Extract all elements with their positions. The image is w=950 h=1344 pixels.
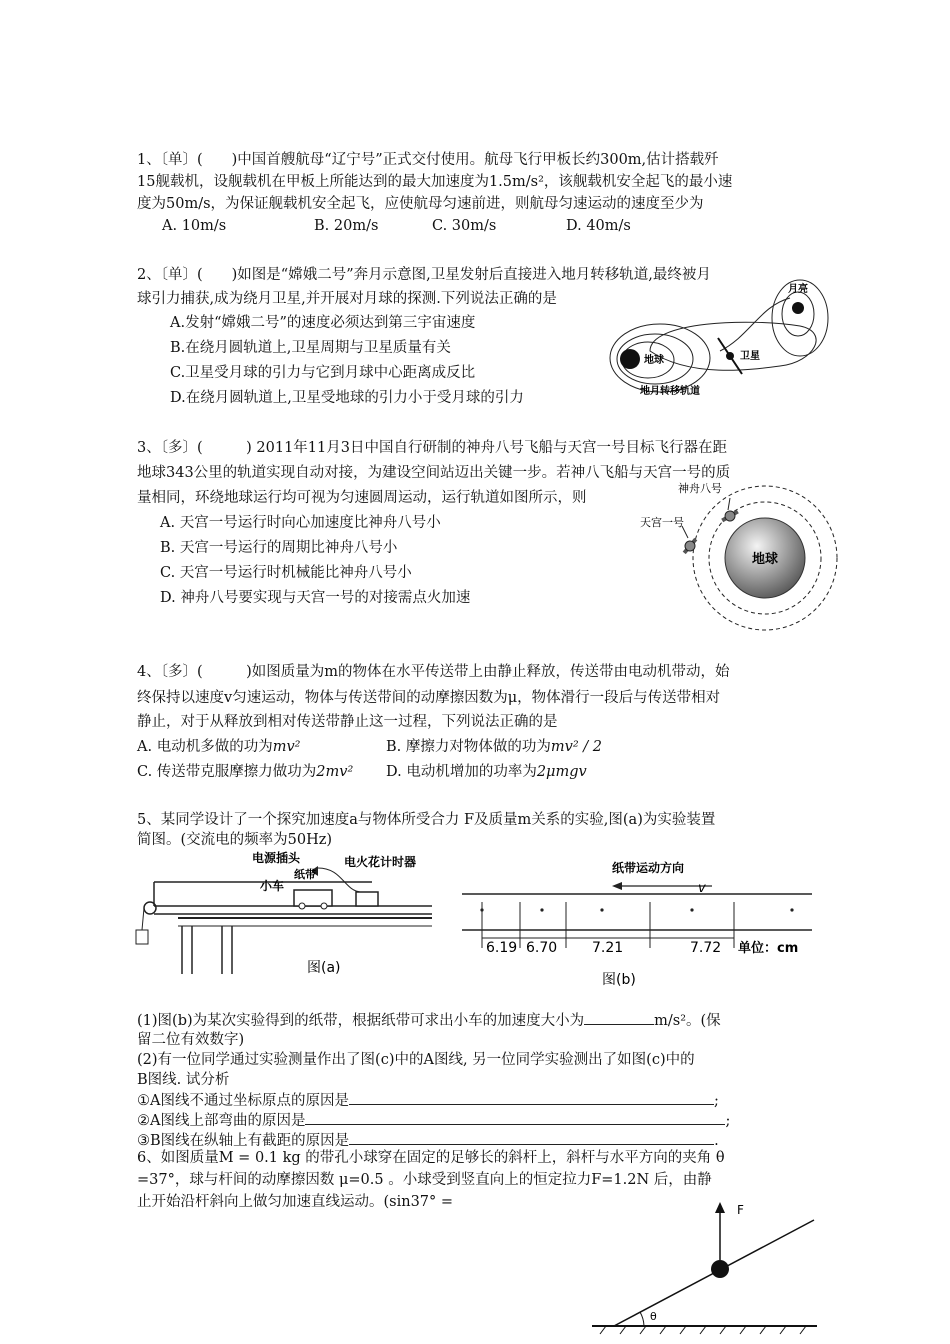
q3-line3: 量相同，环绕地球运行均可视为匀速圆周运动，运行轨道如图所示，则 bbox=[137, 490, 587, 506]
q5-line2: 简图。(交流电的频率为50Hz) bbox=[137, 832, 333, 848]
q1-option-c: C. 30m/s bbox=[432, 218, 497, 234]
figure-b-caption: 图(b) bbox=[602, 972, 636, 988]
answer-blank-acceleration[interactable] bbox=[584, 1010, 654, 1025]
q5-part1: (1)图(b)为某次实验得到的纸带，根据纸带可求出小车的加速度大小为 m/s²。(保 bbox=[137, 1010, 721, 1031]
paper-tape-figure-b bbox=[462, 852, 812, 992]
q4-option-c: C. 传送带克服摩擦力做功为2mv² bbox=[137, 764, 354, 780]
velocity-label: v bbox=[698, 881, 706, 896]
q1-option-d: D. 40m/s bbox=[566, 218, 631, 234]
q4-line3: 静止，对于从释放到相对传送带静止这一过程，下列说法正确的是 bbox=[137, 714, 558, 730]
tape-label: 纸带 bbox=[294, 868, 316, 881]
timer-label: 电火花计时器 bbox=[344, 855, 417, 869]
q3-line2: 地球343公里的轨道实现自动对接，为建设空间站迈出关键一步。若神八飞船与天宫一号的质 bbox=[137, 465, 731, 481]
figure-a-caption: 图(a) bbox=[307, 960, 341, 976]
q5-part1-cont: 留二位有效数字) bbox=[137, 1032, 245, 1048]
segment-3: 7.21 bbox=[592, 940, 624, 956]
answer-blank-3[interactable] bbox=[349, 1130, 714, 1145]
q6-line2: =37°，球与杆间的动摩擦因数 μ=0.5 。小球受到竖直向上的恒定拉力F=1.2N 后，由静 bbox=[137, 1172, 712, 1188]
segment-1: 6.19 bbox=[486, 940, 518, 956]
q1-option-b: B. 20m/s bbox=[314, 218, 379, 234]
q5-line1: 5、某同学设计了一个探究加速度a与物体所受合力 F及质量m关系的实验,图(a)为实验装置 bbox=[137, 812, 716, 828]
q6-line3: 止开始沿杆斜向上做匀加速直线运动。(sin37° = bbox=[137, 1194, 454, 1210]
shenzhou-label: 神舟八号 bbox=[678, 482, 722, 495]
tiangong-label: 天宫一号 bbox=[640, 516, 684, 529]
angle-label: θ bbox=[650, 1310, 657, 1323]
q3-option-d: D. 神舟八号要实现与天宫一号的对接需点火加速 bbox=[160, 590, 471, 606]
answer-blank-2[interactable] bbox=[305, 1110, 725, 1125]
q2-line1: 2、〔单〕( )如图是“嫦娥二号”奔月示意图,卫星发射后直接进入地月转移轨道,最终被月 bbox=[137, 267, 711, 283]
q3-option-b: B. 天宫一号运行的周期比神舟八号小 bbox=[160, 540, 398, 556]
q6-line1: 6、如图质量M = 0.1 kg 的带孔小球穿在固定的足够长的斜杆上，斜杆与水平方向的夹角 θ bbox=[137, 1150, 725, 1166]
answer-blank-1[interactable] bbox=[349, 1090, 714, 1105]
q4-line1: 4、〔多〕( )如图质量为m的物体在水平传送带上由静止释放，传送带由电动机带动，始 bbox=[137, 664, 730, 680]
earth-label-3: 地球 bbox=[752, 552, 779, 567]
q5-part2-line1: (2)有一位同学通过实验测量作出了图(c)中的A图线, 另一位同学实验测出了如图(c)中的 bbox=[137, 1052, 695, 1068]
q2-option-d: D.在绕月圆轨道上,卫星受地球的引力小于受月球的引力 bbox=[170, 390, 524, 406]
q4-line2: 终保持以速度v匀速运动，物体与传送带间的动摩擦因数为μ，物体滑行一段后与传送带相对 bbox=[137, 690, 721, 706]
unit-label: 单位：cm bbox=[738, 941, 799, 956]
q2-line2: 球引力捕获,成为绕月卫星,并开展对月球的探测.下列说法正确的是 bbox=[137, 291, 557, 307]
plug-label: 电源插头 bbox=[252, 851, 301, 865]
q1-line1: 1、〔单〕( )中国首艘航母“辽宁号”正式交付使用。航母飞行甲板长约300m,估计搭载歼 bbox=[137, 152, 719, 168]
segment-2: 6.70 bbox=[526, 940, 558, 956]
q5-item3: ③B图线在纵轴上有截距的原因是 . bbox=[137, 1130, 719, 1151]
cart-label: 小车 bbox=[260, 879, 285, 893]
q2-option-b: B.在绕月圆轨道上,卫星周期与卫星质量有关 bbox=[170, 340, 451, 356]
q2-option-a: A.发射“嫦娥二号”的速度必须达到第三宇宙速度 bbox=[170, 315, 476, 331]
satellite-label: 卫星 bbox=[740, 351, 760, 362]
orbit-docking-figure bbox=[640, 478, 840, 638]
transfer-orbit-label: 地月转移轨道 bbox=[640, 386, 700, 397]
q1-line3: 度为50m/s，为保证舰载机安全起飞，应使航母匀速前进，则航母匀速运动的速度至少为 bbox=[137, 196, 704, 212]
apparatus-figure-a bbox=[132, 848, 462, 978]
q5-item2: ②A图线上部弯曲的原因是 ; bbox=[137, 1110, 730, 1131]
q3-option-a: A. 天宫一号运行时向心加速度比神舟八号小 bbox=[160, 515, 441, 531]
q4-option-b: B. 摩擦力对物体做的功为mv² / 2 bbox=[386, 739, 602, 755]
segment-4: 7.72 bbox=[690, 940, 722, 956]
inclined-rod-figure bbox=[592, 1196, 822, 1336]
moon-label: 月亮 bbox=[788, 284, 808, 295]
q2-option-c: C.卫星受月球的引力与它到月球中心距离成反比 bbox=[170, 365, 476, 381]
q5-item1: ①A图线不通过坐标原点的原因是 ; bbox=[137, 1090, 719, 1111]
q1-option-a: A. 10m/s bbox=[162, 218, 227, 234]
q4-option-a: A. 电动机多做的功为mv² bbox=[137, 739, 301, 755]
q3-line1: 3、〔多〕( ) 2011年11月3日中国自行研制的神舟八号飞船与天宫一号目标飞行器在距 bbox=[137, 440, 727, 456]
q5-part2-line2: B图线. 试分析 bbox=[137, 1072, 230, 1088]
q4-option-d: D. 电动机增加的功率为2μmgv bbox=[386, 764, 587, 780]
force-label: F bbox=[737, 1203, 744, 1217]
q3-option-c: C. 天宫一号运行时机械能比神舟八号小 bbox=[160, 565, 412, 581]
earth-label: 地球 bbox=[644, 355, 664, 366]
q1-line2: 15舰载机，设舰载机在甲板上所能达到的最大加速度为1.5m/s²，该舰载机安全起飞的最小速 bbox=[137, 174, 733, 190]
earth-moon-orbit-figure bbox=[600, 284, 840, 406]
direction-label: 纸带运动方向 bbox=[612, 861, 685, 875]
